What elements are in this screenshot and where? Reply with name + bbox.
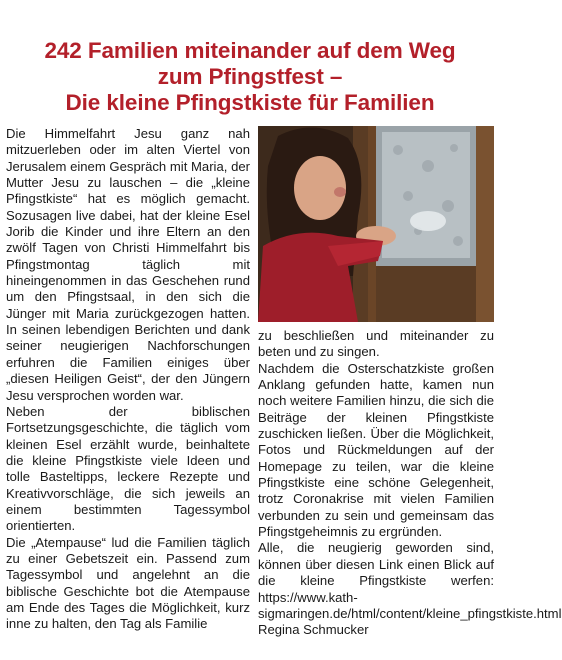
article-photo xyxy=(258,126,494,322)
article-headline xyxy=(6,38,494,116)
headline-line-3: Die kleine Pfingstkiste für Familien xyxy=(65,90,435,115)
paragraph: Die Himmelfahrt Jesu ganz nah mitzuerleben oder im alten Viertel von Jerusalem einem Gespräch mit Maria, der Mutter Jesu zu lauschen – die „kleine Pfingstkiste“ hat es möglich gemacht. Sozusagen live dabei, hat der kleine Esel Jorib die Kinder und ihre Eltern an den zwölf Tagen von Christi Himmelfahrt bis Pfingstmontag täglich mit hineingenommen in das Geschehen rund um den Pfingstsaal, in den sich die Jünger mit Maria zurückgezogen hatten. In seinen lebendigen Berichten und dank seiner neugierigen Nachforschungen erfuhren die Familien einiges über „diesen Heiligen Geist“, der den Jüngern Jesu versprochen worden war. xyxy=(6,126,250,403)
article-author: Regina Schmucker xyxy=(258,622,369,638)
paragraph: Alle, die neugierig geworden sind, können über diesen Link einen Blick auf die kleine Pfingstkiste werfen: https://www.kath-sigmaringen.de/html/content/kleine_pfingstkiste.html xyxy=(258,540,562,621)
paragraph: zu beschließen und miteinander zu beten und zu singen. xyxy=(258,328,494,360)
article-column-left xyxy=(6,126,250,633)
paragraph: Die „Atempause“ lud die Familien täglich zu einer Gebetszeit ein. Passend zum Tagessymbol und angelehnt an die biblische Geschichte bot die Atempause am Ende des Tages die Möglichkeit, kurz inne zu halten, den Tag als Familie xyxy=(6,534,250,632)
article-column-right xyxy=(258,328,562,639)
headline-line-1: 242 Familien miteinander auf dem Weg xyxy=(44,38,456,63)
headline-line-2: zum Pfingstfest – xyxy=(157,64,343,89)
paragraph: Nachdem die Osterschatzkiste großen Anklang gefunden hatte, kamen nun noch weitere Familien hinzu, die sich die Beiträge der kleinen Pfingstkiste zuschicken ließen. Über die Möglichkeit, Fotos und Rückmeldungen auf der Homepage zu teilen, war die kleine Pfingstkiste eine schöne Gelegenheit, trotz Coronakrise mit vielen Familien verbunden zu sein und gemeinsam das Pfingstgeheimnis zu ergründen. xyxy=(258,360,494,540)
paragraph: Neben der biblischen Fortsetzungsgeschichte, die täglich vom kleinen Esel erzählt wurde, beinhaltete die kleine Pfingstkiste viele Ideen und tolle Basteltipps, leckere Rezepte und Kreativvorschläge, die sich jeweils an einem bestimmten Tagessymbol orientierten. xyxy=(6,403,250,534)
